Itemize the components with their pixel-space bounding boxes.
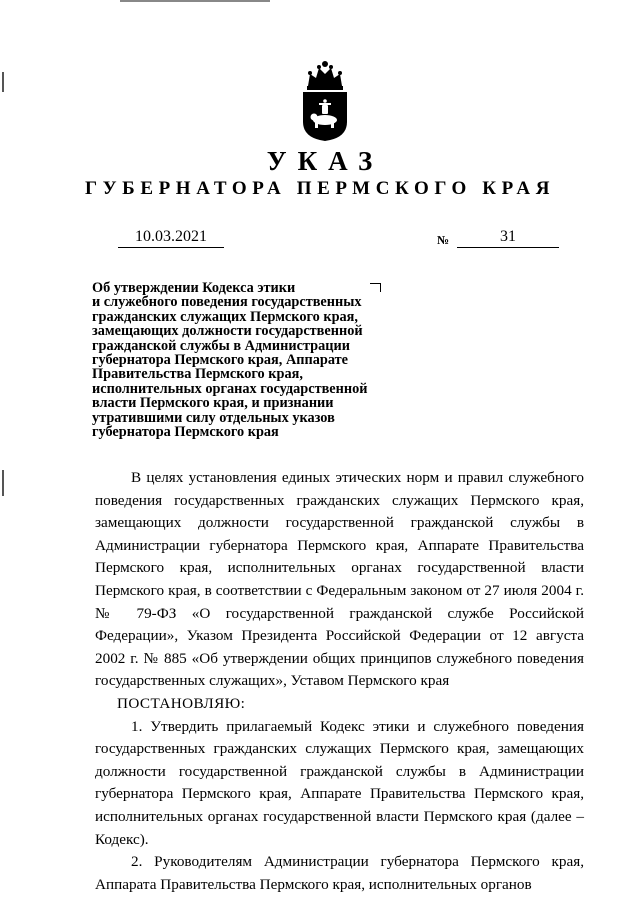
document-number: 31 [457,227,559,248]
item-2-paragraph: 2. Руководителям Администрации губернатора Пермского края, Аппарата Правительства Пермского края, исполнительных органов [95,853,584,893]
heading-line: замещающих должности государственной [92,323,363,340]
heading-line: гражданских служащих Пермского края, [92,308,358,325]
number-sign: № [437,233,450,247]
heading-line: исполнительных органах государственной [92,380,368,397]
preamble-paragraph: В целях установления единых этических норм и правил служебного поведения государственных гражданских служащих Пермского края, замещающих должности государственной гражданской службы в Администрации губернатора Пермского края, Аппарате Правительства Пермского края, исполнительных органах государственной власти Пермского края, в соответствии с Федеральным законом от 27 июля 2004 г. № 79-ФЗ «О государственной гражданской службе Российской Федерации», Указом Президента Российской Федерации от 12 августа 2002 г. № 885 «Об утверждении общих принципов служебного поведения государственных служащих», Уставом Пермского края [95,469,584,690]
heading-line: гражданской службы в Администрации [92,337,350,354]
document-date: 10.03.2021 [118,227,224,248]
scan-artifact-top [120,0,270,2]
scan-artifact-edge [2,72,4,92]
document-body [95,467,584,896]
heading-line: губернатора Пермского края [92,424,279,441]
heading-line: власти Пермского края, и признании [92,395,334,412]
document-type-title: УКАЗ [266,146,384,176]
issuer-subtitle: ГУБЕРНАТОРА ПЕРМСКОГО КРАЯ [84,178,556,199]
heading-line: утратившими силу отдельных указов [92,409,335,426]
document-heading [92,281,392,439]
heading-line: и служебного поведения государственных [92,294,362,311]
scan-artifact-edge [2,470,4,496]
heading-line: губернатора Пермского края, Аппарате [92,352,348,369]
item-1-paragraph: 1. Утвердить прилагаемый Кодекс этики и служебного поведения государственных гражданских служащих Пермского края, замещающих должности государственной гражданской службы в Администрации губернатора Пермского края, Аппарате Правительства Пермского края, исполнительных органах государственной власти Пермского края (далее – Кодекс). [95,717,584,848]
heading-line: Об утверждении Кодекса этики [92,280,296,296]
perm-krai-coat-of-arms-icon [300,60,350,142]
decree-word: ПОСТАНОВЛЯЮ: [117,694,246,712]
heading-line: Правительства Пермского края, [92,366,303,383]
